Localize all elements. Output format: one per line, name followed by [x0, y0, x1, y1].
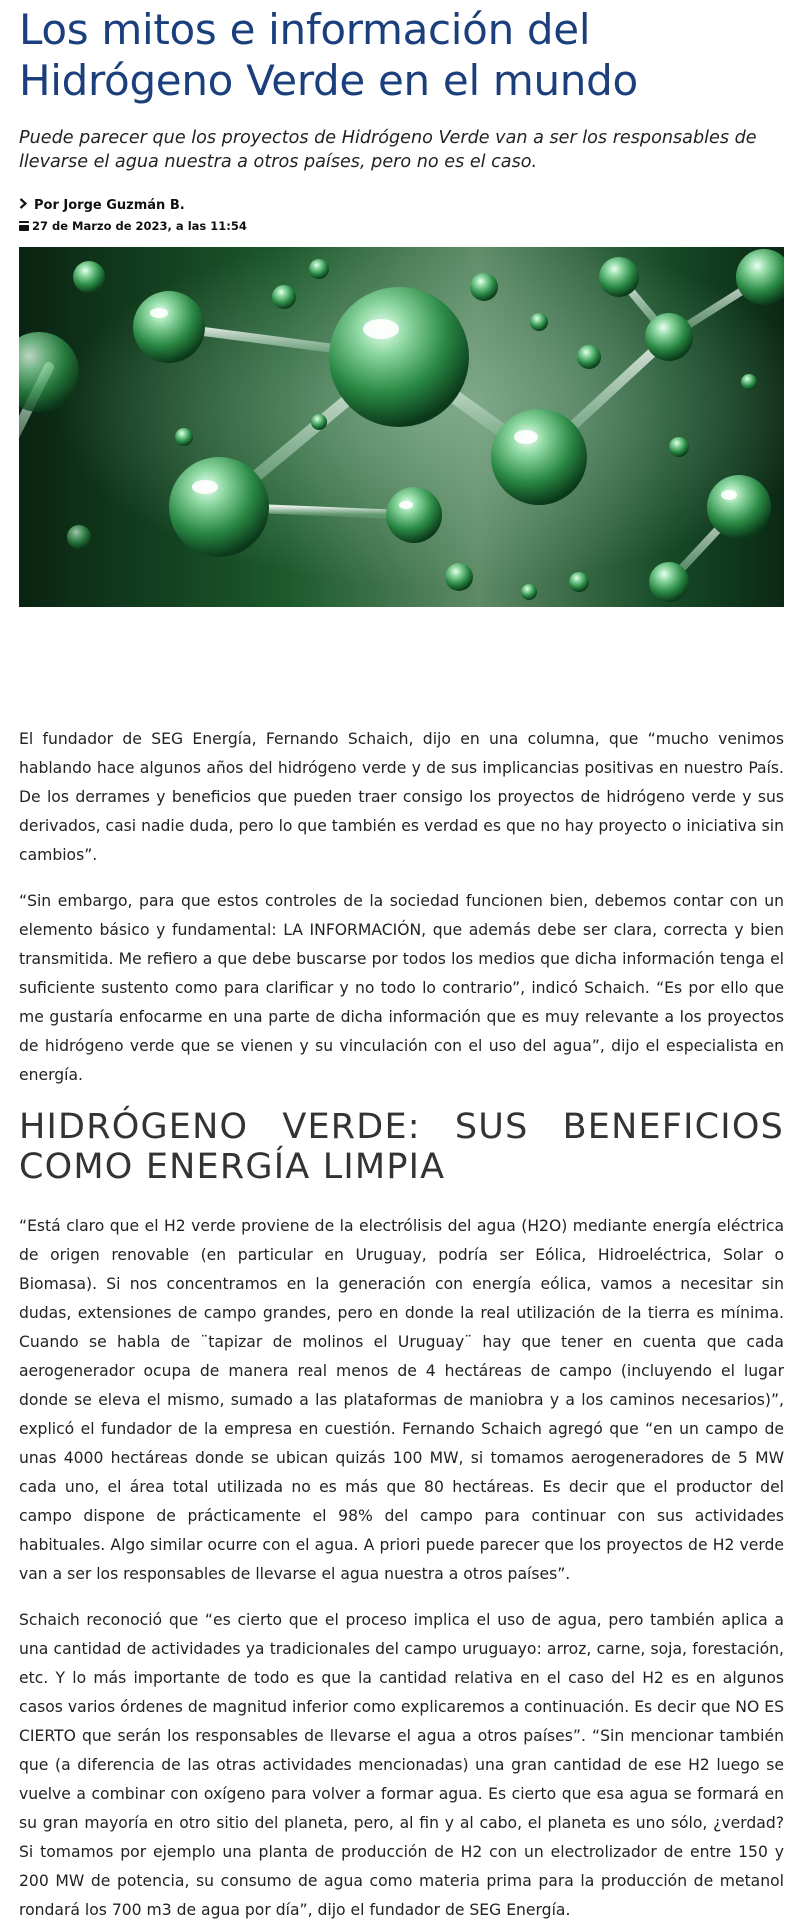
author-byline — [19, 196, 784, 214]
paragraph: “Está claro que el H2 verde proviene de la electrólisis del agua (H2O) mediante energía eléctrica de origen renovable (en particular en Uruguay, podría ser Eólica, Hidroeléctrica, Solar o Biomasa). Si nos concentramos en la generación con energía eólica, vamos a necesitar sin dudas, extensiones de campo grandes, pero en donde la real utilización de la tierra es mínima. Cuando se habla de ¨tapizar de molinos el Uruguay¨ hay que tener en cuenta que cada aerogenerador ocupa de manera real menos de 4 hectáreas de campo (incluyendo el lugar donde se eleva el mismo, sumado a las plataformas de maniobra y a los caminos necesarios)”, explicó el fundador de la empresa en cuestión. Fernando Schaich agregó que “en un campo de unas 4000 hectáreas donde se ubican quizás 100 MW, si tomamos aerogeneradores de 5 MW cada uno, el área total utilizada no es más que 80 hectáreas. Es decir que el productor del campo dispone de prácticamente el 98% del campo para continuar con sus actividades habituales. Algo similar ocurre con el agua. A priori puede parecer que los proyectos de H2 verde van a ser los responsables de llevarse el agua nuestra a otros países”. — [19, 1217, 784, 1583]
article-lead: Puede parecer que los proyectos de Hidrógeno Verde van a ser los responsables de llevarse el agua nuestra a otros países, pero no es el caso. — [19, 128, 757, 172]
page-title: Los mitos e información del Hidrógeno Verde en el mundo — [19, 5, 638, 105]
date-text: 27 de Marzo de 2023, a las 11:54 — [32, 219, 247, 233]
paragraph: “Sin embargo, para que estos controles de la sociedad funcionen bien, debemos contar con un elemento básico y fundamental: LA INFORMACIÓN, que además debe ser clara, correcta y bien transmitida. Me refiero a que debe buscarse por todos los medios que dicha información tenga el suficiente sustento como para clarificar y no todo lo contrario”, indicó Schaich. “Es por ello que me gustaría enfocarme en una parte de dicha información que es muy relevante a los proyectos de hidrógeno verde que se vienen y su vinculación con el uso del agua”, dijo el especialista en energía. — [19, 892, 784, 1084]
article — [19, 4, 784, 1925]
hero-image — [19, 247, 784, 607]
image-caption-space — [19, 607, 784, 725]
chevron-right-icon — [19, 198, 30, 213]
author-name: Por Jorge Guzmán B. — [34, 197, 185, 213]
section-heading: HIDRÓGENO VERDE: SUS BENEFICIOS COMO ENERGÍA LIMPIA — [19, 1107, 784, 1187]
paragraph: El fundador de SEG Energía, Fernando Schaich, dijo en una columna, que “mucho venimos hablando hace algunos años del hidrógeno verde y de sus implicancias positivas en nuestro País. De los derrames y beneficios que pueden traer consigo los proyectos de hidrógeno verde y sus derivados, casi nadie duda, pero lo que también es verdad es que no hay proyecto o iniciativa sin cambios”. — [19, 730, 784, 864]
paragraph: Schaich reconoció que “es cierto que el proceso implica el uso de agua, pero también aplica a una cantidad de actividades ya tradicionales del campo uruguayo: arroz, carne, soja, forestación, etc. Y lo más importante de todo es que la cantidad relativa en el caso del H2 es en algunos casos varios órdenes de magnitud inferior como explicaremos a continuación. Es decir que NO ES CIERTO que serán los responsables de llevarse el agua a otros países”. “Sin mencionar también que (a diferencia de las otras actividades mencionadas) una gran cantidad de ese H2 luego se vuelve a combinar con oxígeno para volver a formar agua. Es cierto que esa agua se formará en su gran mayoría en otro sitio del planeta, pero, al fin y al cabo, el planeta es uno sólo, ¿verdad? Si tomamos por ejemplo una planta de producción de H2 con un electrolizador de entre 150 y 200 MW de potencia, su consumo de agua como materia prima para la producción de metanol rondará los 700 m3 de agua por día”, dijo el fundador de SEG Energía. — [19, 1611, 784, 1919]
calendar-icon — [19, 221, 29, 231]
publish-date — [19, 218, 784, 234]
